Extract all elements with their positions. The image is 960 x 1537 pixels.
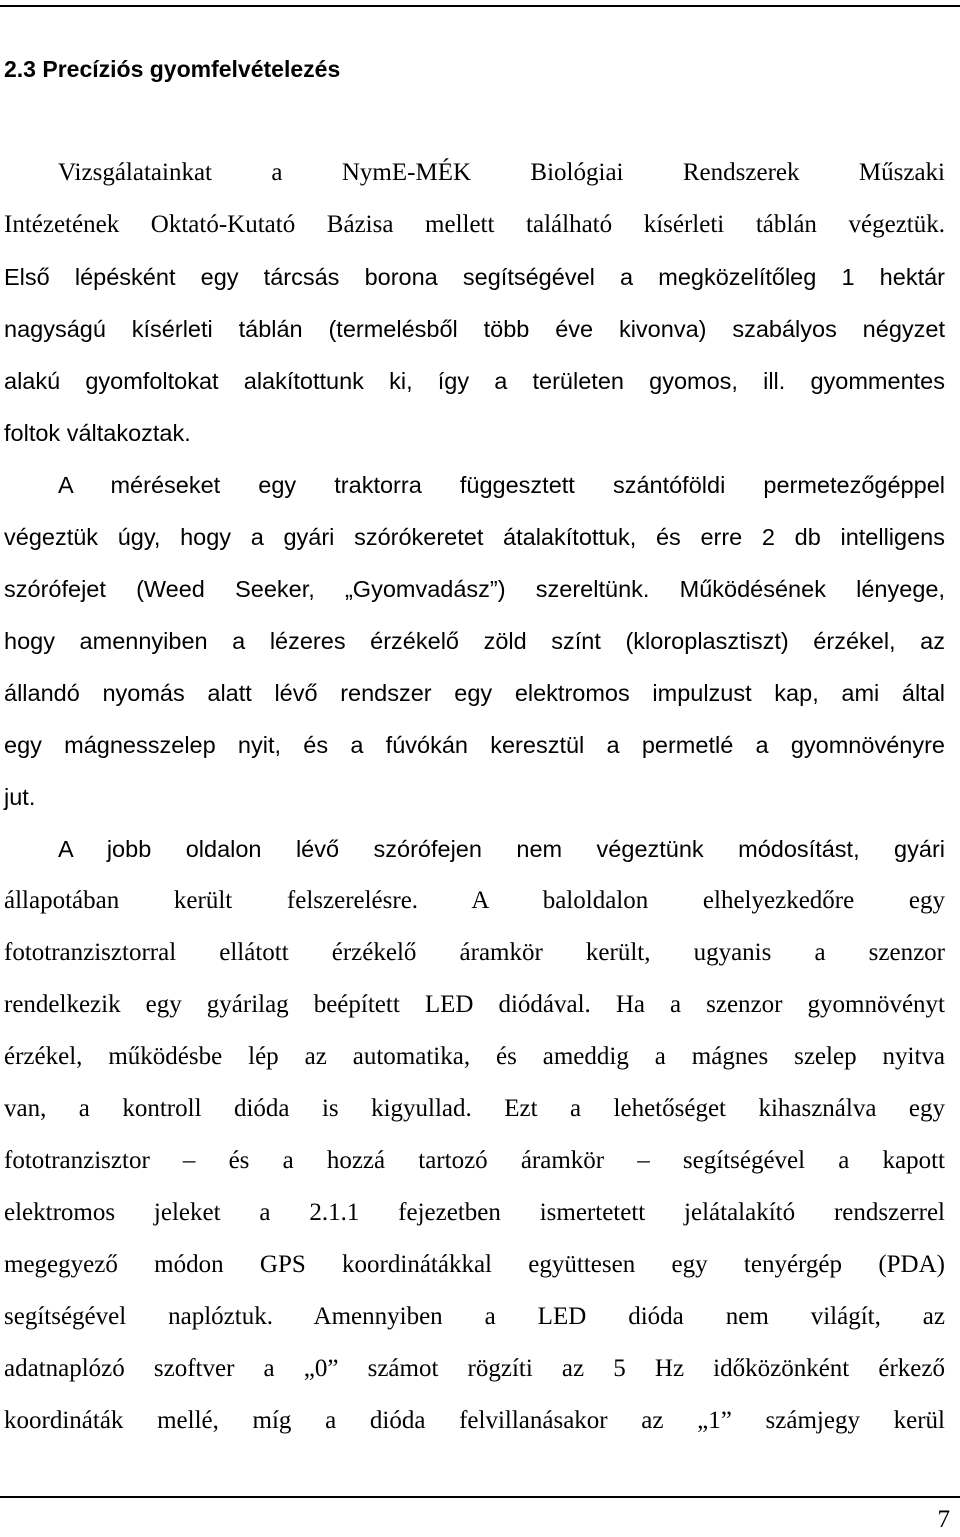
text-line: Vizsgálatainkat a NymE-MÉK Biológiai Rendszerek Műszaki: [58, 159, 945, 186]
text-line: fototranzisztorral ellátott érzékelő áramkör került, ugyanis a szenzor: [4, 939, 945, 966]
text-line: elektromos jeleket a 2.1.1 fejezetben ismertetett jelátalakító rendszerrel: [4, 1199, 945, 1226]
text-line: van, a kontroll dióda is kigyullad. Ezt a lehetőséget kihasználva egy: [4, 1095, 945, 1122]
text-line: végeztük úgy, hogy a gyári szórókeretet átalakítottuk, és erre 2 db intelligens: [4, 524, 945, 550]
text-line: Intézetének Oktató-Kutató Bázisa mellett található kísérleti táblán végeztük.: [4, 211, 945, 238]
text-line: koordináták mellé, míg a dióda felvillanásakor az „1” számjegy kerül: [4, 1407, 945, 1434]
top-rule: [0, 5, 960, 7]
text-line: alakú gyomfoltokat alakítottunk ki, így a területen gyomos, ill. gyommentes: [4, 368, 945, 394]
text-line: adatnaplózó szoftver a „0” számot rögzíti az 5 Hz időközönként érkező: [4, 1355, 945, 1382]
page-number: 7: [937, 1506, 950, 1533]
text-line: A méréseket egy traktorra függesztett szántóföldi permetezőgéppel: [58, 472, 945, 498]
text-line: szórófejet (Weed Seeker, „Gyomvadász”) szereltünk. Működésének lényege,: [4, 576, 945, 602]
text-line: érzékel, működésbe lép az automatika, és ameddig a mágnes szelep nyitva: [4, 1043, 945, 1070]
text-line: hogy amennyiben a lézeres érzékelő zöld színt (kloroplasztiszt) érzékel, az: [4, 628, 945, 654]
text-line: fototranzisztor – és a hozzá tartozó áramkör – segítségével a kapott: [4, 1147, 945, 1174]
text-line: egy mágnesszelep nyit, és a fúvókán keresztül a permetlé a gyomnövényre: [4, 732, 945, 758]
text-line: A jobb oldalon lévő szórófejen nem végeztünk módosítást, gyári: [58, 836, 945, 862]
text-line: Első lépésként egy tárcsás borona segítségével a megközelítőleg 1 hektár: [4, 264, 945, 290]
text-line: segítségével naplóztuk. Amennyiben a LED dióda nem világít, az: [4, 1303, 945, 1330]
text-line: megegyező módon GPS koordinátákkal együttesen egy tenyérgép (PDA): [4, 1251, 945, 1278]
text-line: nagyságú kísérleti táblán (termelésből több éve kivonva) szabályos négyzet: [4, 316, 945, 342]
text-line: rendelkezik egy gyárilag beépített LED diódával. Ha a szenzor gyomnövényt: [4, 991, 945, 1018]
body-text: [4, 147, 945, 1447]
text-line: állandó nyomás alatt lévő rendszer egy elektromos impulzust kap, ami által: [4, 680, 945, 706]
text-line: jut.: [4, 784, 36, 810]
bottom-rule: [0, 1496, 960, 1498]
text-line: állapotában került felszerelésre. A baloldalon elhelyezkedőre egy: [4, 887, 945, 914]
text-line: foltok váltakoztak.: [4, 420, 191, 446]
section-heading: 2.3 Precíziós gyomfelvételezés: [4, 56, 341, 82]
